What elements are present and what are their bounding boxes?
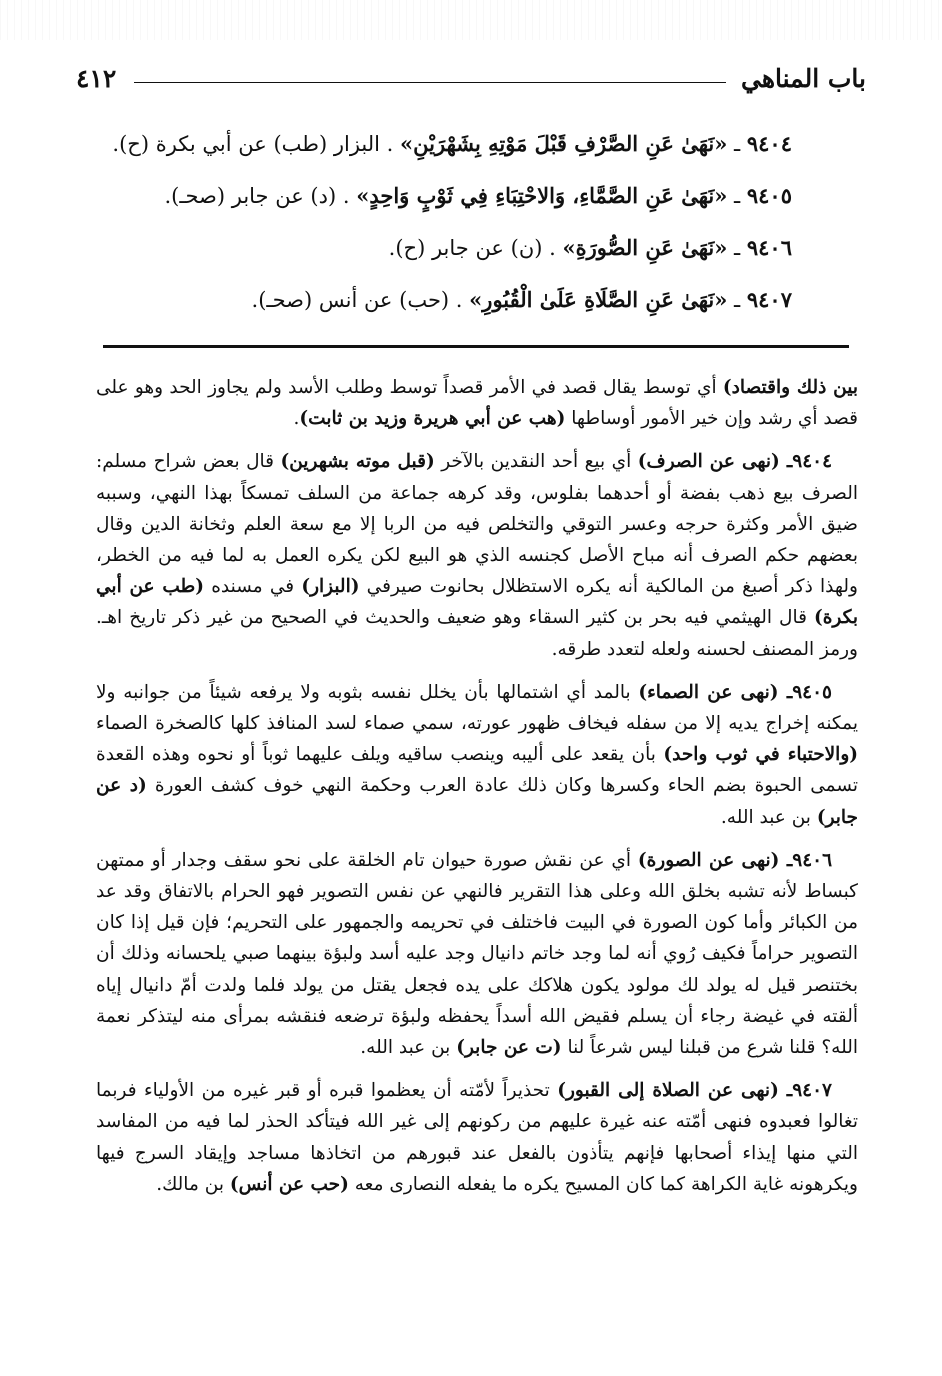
commentary-bold: (قبل موته بشهرين) [280, 451, 435, 473]
hadith-entry [142, 170, 792, 222]
hadith-source: . البزار (طب) عن أبي بكرة (ح). [112, 132, 394, 156]
scan-noise [0, 0, 942, 40]
hadith-source: . (حب) عن أنس (صحـ). [251, 288, 463, 312]
commentary-bold: بين ذلك واقتصاد) [722, 377, 858, 398]
commentary-bold: (البزار) [301, 576, 360, 598]
commentary-paragraph [96, 845, 858, 1063]
hadith-entry [142, 222, 792, 274]
commentary-bold: (طب عن أبي بكرة) [96, 576, 858, 629]
commentary-bold: (حب عن أنس) [229, 1173, 349, 1195]
commentary-text: بن عبد الله. [360, 1037, 457, 1059]
commentary-text: . [293, 408, 300, 430]
commentary-bold: ٩٤٠٧ـ (نهى عن الصلاة إلى القبور) [557, 1080, 832, 1102]
header-rule [134, 82, 726, 83]
commentary-paragraph [96, 446, 858, 664]
commentary-bold: (د عن جابر) [96, 775, 858, 828]
commentary-bold: (هب عن أبي هريرة وزيد بن ثابت) [299, 408, 566, 430]
hadith-text: «نَهَىٰ عَنِ الصَّمَّاءِ، وَالاحْتِبَاءِ فِي ثَوْبٍ وَاحِدٍ» [356, 183, 728, 208]
hadith-source: . (ن) عن جابر (ح). [388, 236, 556, 260]
commentary-bold: ٩٤٠٤ـ (نهى عن الصرف) [637, 451, 833, 473]
commentary-bold: ٩٤٠٦ـ (نهى عن الصورة) [637, 849, 833, 871]
hadith-entry [142, 274, 792, 326]
commentary-text: قال الهيثمي فيه بحر بن كثير السقاء وهو ضعيف والحديث في الصحيح من غير ذكر تاريخ اهـ. ورمز المصنف لحسنه ولعله لتعدد طرقه. [96, 607, 858, 660]
commentary-text: بن عبد الله. [720, 806, 817, 828]
commentary-paragraph [96, 677, 858, 833]
hadith-number: ٩٤٠٤ [746, 131, 792, 156]
commentary-text: قال بعض شراح مسلم: الصرف بيع ذهب بفضة أو أحدهما بفلوس، وقد كرهه جماعة من السلف تمسكاً بهذا النهي، وسببه ضيق الأمر وكثرة حرجه وعسر التوقي والتخلص فيه من الربا إلا مع سعة العلم وثخانة الدين وقال بعضهم حكم الصرف أنه مباح الأصل كجنسه الذي هو البيع لكن يكره العمل به لما فيه من الخطر، ولهذا ذكر أصبغ من المالكية أنه يكره الاستظلال بحانوت صيرفي [96, 451, 858, 598]
hadith-number: ٩٤٠٧ [746, 287, 792, 312]
hadith-number: ٩٤٠٦ [746, 235, 792, 260]
hadith-source: . (د) عن جابر (صحـ). [164, 184, 350, 208]
commentary-text: أي توسط يقال قصد في الأمر قصداً توسط وطلب الأسد ولم يجاوز الحد وهو على قصد أي رشد وإن خير الأمور أوساطها [96, 377, 858, 430]
commentary-text: في مسنده [204, 576, 302, 598]
commentary-paragraph [96, 372, 858, 434]
dash: ـ [727, 288, 741, 312]
commentary-bold: ٩٤٠٥ـ (نهى عن الصماء) [638, 681, 832, 703]
hadith-number: ٩٤٠٥ [746, 183, 792, 208]
hadith-text: «نَهَىٰ عَنِ الصُّورَةِ» [562, 235, 728, 260]
page-header [76, 62, 866, 96]
commentary [96, 372, 858, 1212]
commentary-text: تحذيراً لأمّته أن يعظموا قبره أو قبر غيره من الأولياء فربما تغالوا فعبدوه فنهى أمّته عنه غيرة عليهم من ركونهم إلى غير الله فيتأكد الحذر لما فيه من المفاسد التي منها إيذاء أصحابها فإنهم يتأذون بالفعل عند قبورهم من اتخاذها مساجد وإيقاد السرج فيها ويكرهونه غاية الكراهة كما كان المسيح يكره ما يفعله النصارى معه [96, 1080, 858, 1195]
commentary-text: أي عن نقش صورة حيوان تام الخلقة على نحو سقف وجدار أو ممتهن كبساط لأنه تشبه بخلق الله وعلى هذا التقرير فالنهي عن نفس التصوير فهو الحرام بالاتفاق وقد عد من الكبائر وأما كون الصورة في البيت فاختلف في تحريمه والجمهور على التحريم؛ فإن قيل إذا كان التصوير حراماً فكيف رُوي أنه لما وجد خاتم دانيال وجد عليه أسد ولبؤة بينهما صبي يلحسانه وذلك أن بختنصر قيل له يولد لك مولود يكون هلاكك على يده فجعل يقتل من يولد فلما ولدت أمّ دانيال إياه ألقته في غيضة رجاء أن يسلم فقيض الله أسداً يحفظه ولبؤة ترضعه فنقشه بمرأى منه ليتذكر نعمة الله؟ قلنا شرع من قبلنا ليس شرعاً لنا [96, 849, 858, 1059]
page-number: ٤١٢ [76, 64, 117, 93]
dash: ـ [727, 132, 741, 156]
dash: ـ [727, 236, 741, 260]
commentary-paragraph [96, 1075, 858, 1200]
hadith-text: «نَهَىٰ عَنِ الصَّلَاةِ عَلَىٰ الْقُبُورِ» [469, 287, 728, 312]
section-separator [103, 345, 849, 348]
hadith-list [112, 118, 792, 326]
commentary-text: بالمد أي اشتمالها بأن يخلل نفسه بثوبه ولا يرفعه شيئاً من جوانبه ولا يمكنه إخراج يديه إلا من سفله فيخاف ظهور عورته، سمي صماء لسد المنافذ كلها كالصخرة الصماء [96, 681, 858, 735]
dash: ـ [727, 184, 741, 208]
commentary-bold: (ت عن جابر) [456, 1037, 562, 1059]
chapter-title: باب المناهي [740, 64, 866, 93]
commentary-bold: (والاحتباء في ثوب واحد) [663, 744, 859, 766]
commentary-text: بن مالك. [156, 1173, 230, 1195]
hadith-text: «نَهَىٰ عَنِ الصَّرْفِ قَبْلَ مَوْتِهِ بِشَهْرَيْنِ» [400, 131, 728, 156]
hadith-entry [112, 118, 792, 170]
commentary-text: أي بيع أحد النقدين بالآخر [434, 451, 638, 473]
commentary-text: بأن يقعد على أليبه وينصب ساقيه ويلف عليهما ثوباً أو نحوه وهذه القعدة تسمى الحبوة بضم الحاء وكسرها وكان ذلك عادة العرب وحكمة النهي خوف كشف العورة [96, 744, 859, 797]
